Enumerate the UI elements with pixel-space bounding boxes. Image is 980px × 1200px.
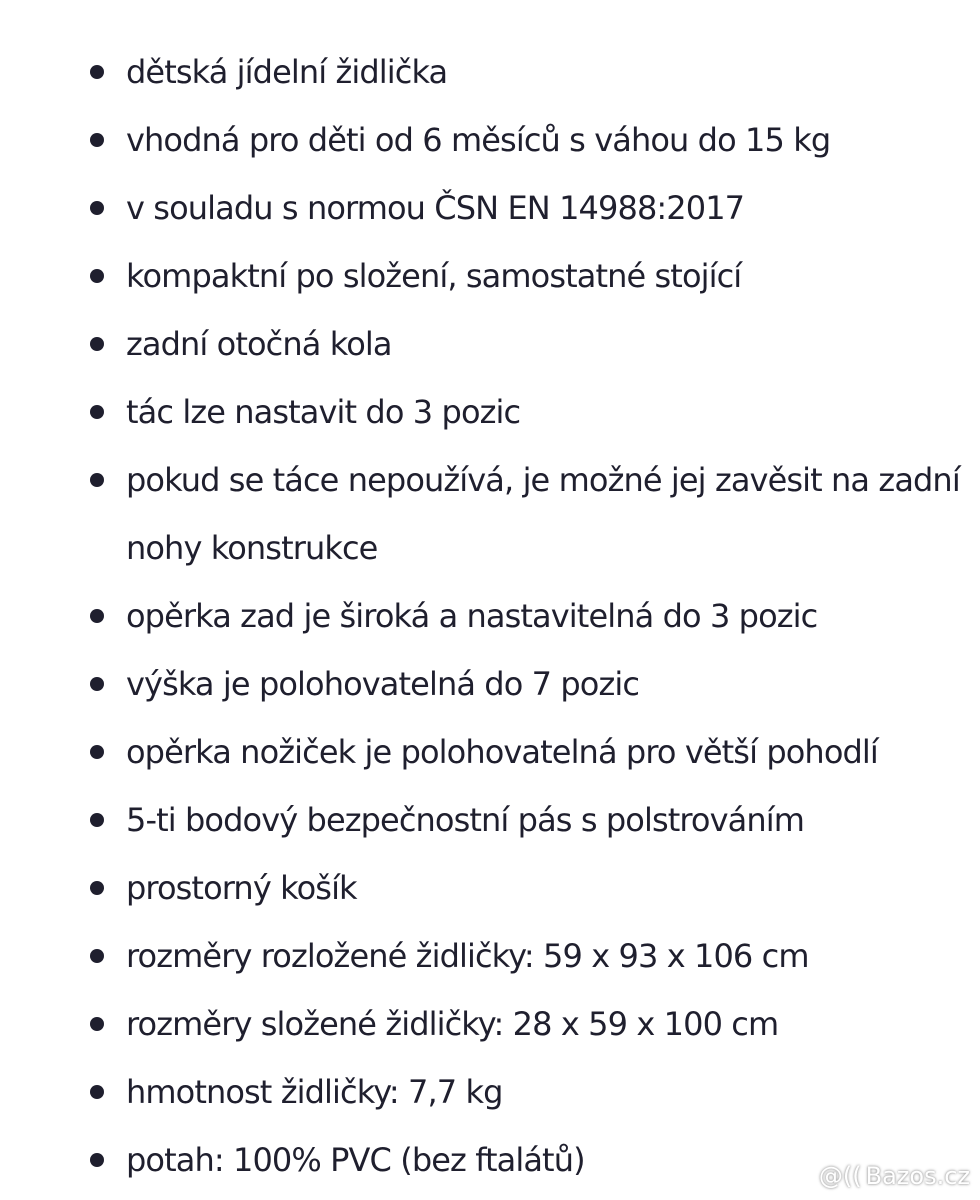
list-item-text: pokud se táce nepoužívá, je možné jej zavěsit na zadní nohy konstrukce bbox=[126, 461, 960, 567]
list-item-text: zadní otočná kola bbox=[126, 325, 392, 363]
bullet-icon bbox=[90, 133, 104, 147]
bullet-icon bbox=[90, 269, 104, 283]
list-item bbox=[0, 242, 980, 310]
bullet-icon bbox=[90, 65, 104, 79]
list-item-text: opěrka zad je široká a nastavitelná do 3 pozic bbox=[126, 597, 818, 635]
bullet-icon bbox=[90, 405, 104, 419]
list-item bbox=[0, 582, 980, 650]
list-item-text: výška je polohovatelná do 7 pozic bbox=[126, 665, 640, 703]
list-item bbox=[0, 786, 980, 854]
watermark-text: Bazos.cz bbox=[865, 1162, 970, 1190]
list-item-text: rozměry složené židličky: 28 x 59 x 100 cm bbox=[126, 1005, 779, 1043]
list-item-text: hmotnost židličky: 7,7 kg bbox=[126, 1073, 503, 1111]
list-item-text: dětská jídelní židlička bbox=[126, 53, 448, 91]
bullet-icon bbox=[90, 201, 104, 215]
bullet-icon bbox=[90, 1017, 104, 1031]
bullet-icon bbox=[90, 881, 104, 895]
list-item-text: kompaktní po složení, samostatné stojící bbox=[126, 257, 742, 295]
bullet-icon bbox=[90, 1085, 104, 1099]
list-item-text: potah: 100% PVC (bez ftalátů) bbox=[126, 1141, 585, 1179]
bullet-icon bbox=[90, 745, 104, 759]
list-item-text: v souladu s normou ČSN EN 14988:2017 bbox=[126, 189, 745, 227]
list-item-text: vhodná pro děti od 6 měsíců s váhou do 15 kg bbox=[126, 121, 831, 159]
list-item bbox=[0, 718, 980, 786]
list-item bbox=[0, 174, 980, 242]
list-item bbox=[0, 922, 980, 990]
bullet-icon bbox=[90, 609, 104, 623]
list-item bbox=[0, 106, 980, 174]
bullet-icon bbox=[90, 473, 104, 487]
list-item-text: rozměry rozložené židličky: 59 x 93 x 106 cm bbox=[126, 937, 809, 975]
bullet-icon bbox=[90, 949, 104, 963]
list-item bbox=[0, 650, 980, 718]
list-item bbox=[0, 38, 980, 106]
list-item bbox=[0, 990, 980, 1058]
bullet-icon bbox=[90, 1153, 104, 1167]
bazos-logo-icon: @(( bbox=[818, 1162, 862, 1190]
list-item bbox=[0, 854, 980, 922]
list-item bbox=[0, 446, 980, 582]
feature-list bbox=[0, 38, 980, 1194]
list-item bbox=[0, 378, 980, 446]
bullet-icon bbox=[90, 337, 104, 351]
list-item-text: tác lze nastavit do 3 pozic bbox=[126, 393, 521, 431]
list-item-text: opěrka nožiček je polohovatelná pro větší pohodlí bbox=[126, 733, 878, 771]
list-item-text: 5-ti bodový bezpečnostní pás s polstrováním bbox=[126, 801, 804, 839]
bullet-icon bbox=[90, 813, 104, 827]
list-item bbox=[0, 1058, 980, 1126]
list-item bbox=[0, 310, 980, 378]
bazos-watermark bbox=[819, 1162, 970, 1190]
list-item-text: prostorný košík bbox=[126, 869, 357, 907]
bullet-icon bbox=[90, 677, 104, 691]
